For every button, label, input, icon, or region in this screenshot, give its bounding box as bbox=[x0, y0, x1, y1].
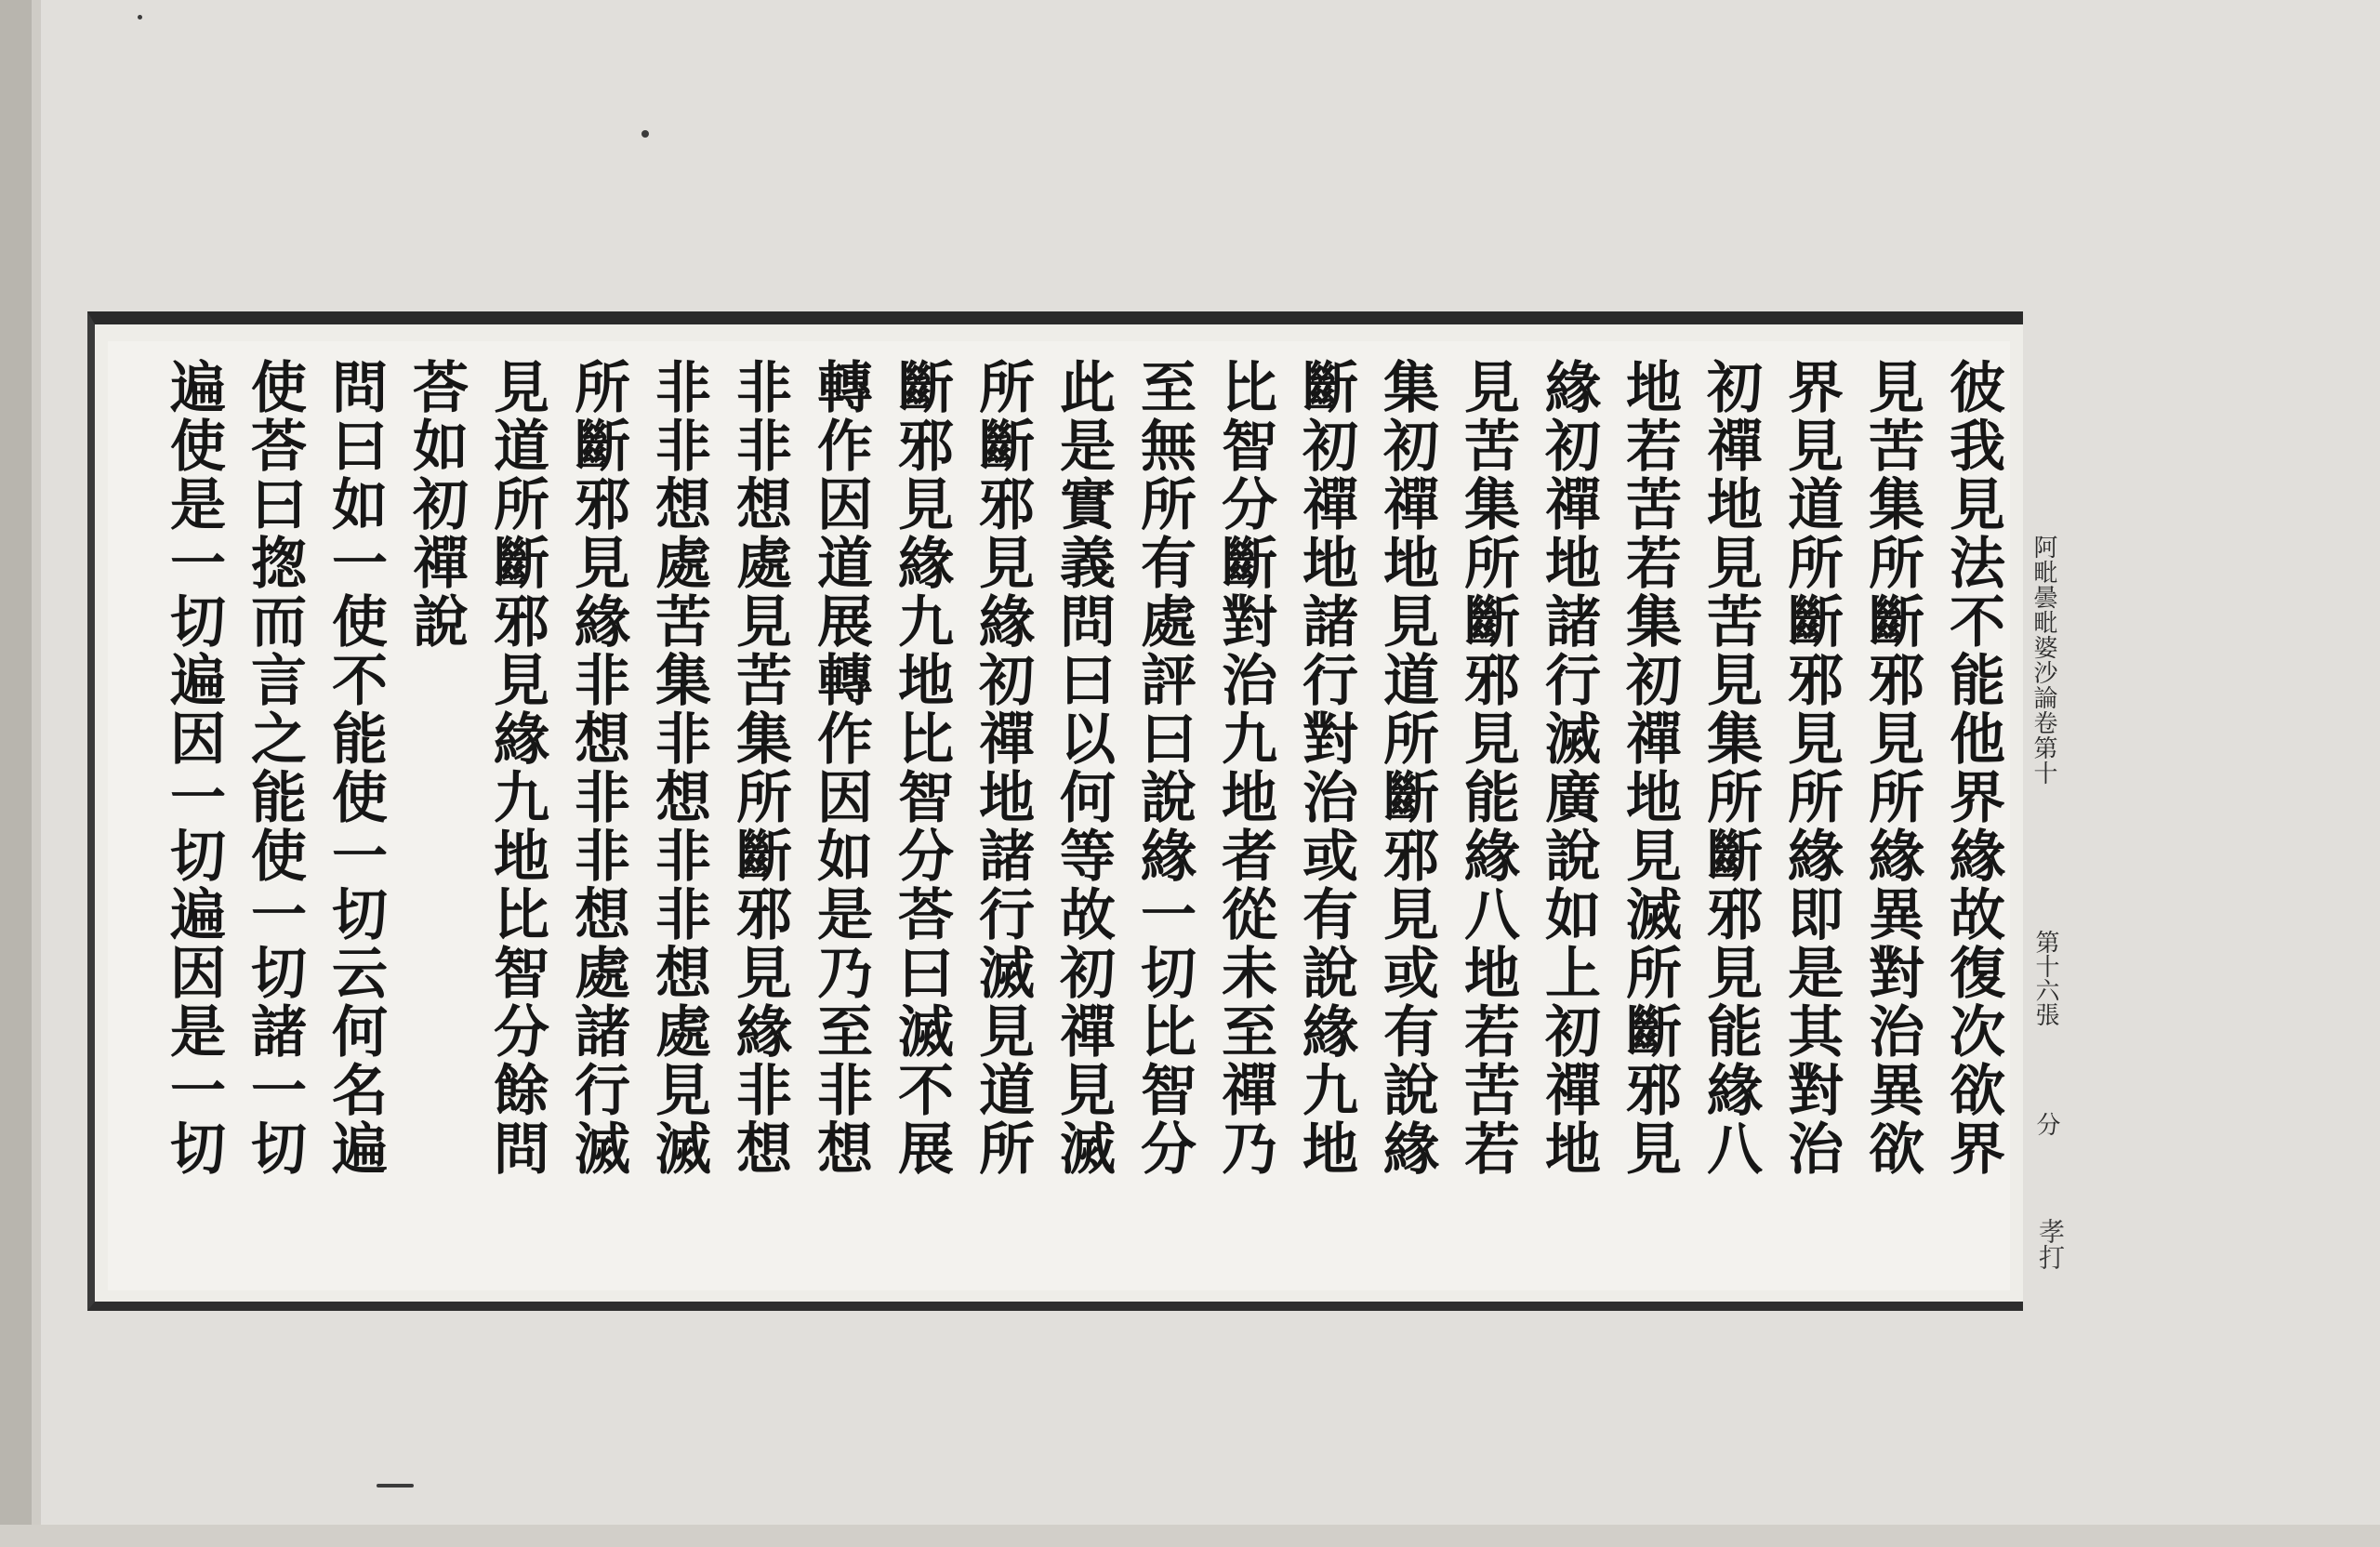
text-column-15: 轉作因道展轉作因如是乃至非想 bbox=[808, 358, 873, 1178]
text-column-14: 斷邪見緣九地比智分荅曰滅不展 bbox=[889, 358, 954, 1178]
text-column-3: 界見道所斷邪見所緣即是其對治 bbox=[1778, 358, 1844, 1178]
ink-speck bbox=[377, 1484, 414, 1488]
text-column-18: 所斷邪見緣非想非非想處諸行滅 bbox=[565, 358, 630, 1178]
margin-page-number: 第十六張 bbox=[2031, 930, 2059, 1026]
text-column-11: 至無所有處評曰說緣一切比智分 bbox=[1131, 358, 1197, 1178]
text-column-20: 荅如初禪說 bbox=[403, 358, 469, 651]
printed-text-block bbox=[87, 311, 2023, 1311]
text-column-22: 使荅曰揔而言之能使一切諸一切 bbox=[242, 358, 307, 1178]
text-column-5: 地若苦若集初禪地見滅所斷邪見 bbox=[1617, 358, 1682, 1178]
text-column-9: 斷初禪地諸行對治或有說緣九地 bbox=[1293, 358, 1358, 1178]
text-column-1: 彼我見法不能他界緣故復次欲界 bbox=[1940, 358, 2005, 1178]
text-area bbox=[108, 341, 2010, 1290]
text-column-13: 所斷邪見緣初禪地諸行滅見道所 bbox=[970, 358, 1035, 1178]
text-column-2: 見苦集所斷邪見所緣異對治異欲 bbox=[1859, 358, 1924, 1178]
text-column-21: 問曰如一使不能使一切云何名遍 bbox=[323, 358, 388, 1178]
text-column-16: 非非想處見苦集所斷邪見緣非想 bbox=[727, 358, 792, 1178]
binding-edge-shadow bbox=[32, 0, 41, 1547]
text-column-19: 見道所斷邪見緣九地比智分餘問 bbox=[484, 358, 549, 1178]
margin-fen-mark: 分 bbox=[2032, 1112, 2060, 1136]
margin-carver-name: 孝打 bbox=[2035, 1218, 2066, 1270]
text-column-10: 比智分斷對治九地者從未至禪乃 bbox=[1212, 358, 1277, 1178]
text-column-23: 遍使是一切遍因一切遍因是一切 bbox=[161, 358, 226, 1178]
text-column-8: 集初禪地見道所斷邪見或有說緣 bbox=[1374, 358, 1439, 1178]
ink-speck bbox=[138, 15, 142, 20]
ink-speck bbox=[641, 130, 649, 138]
text-column-12: 此是實義問曰以何等故初禪見滅 bbox=[1051, 358, 1116, 1178]
text-column-6: 緣初禪地諸行滅廣說如上初禪地 bbox=[1536, 358, 1601, 1178]
text-column-17: 非非想處苦集非想非非想處見滅 bbox=[646, 358, 711, 1178]
page-bottom-edge bbox=[0, 1525, 2380, 1547]
binding-edge bbox=[0, 0, 32, 1547]
margin-book-title: 阿毗曇毗婆沙論卷第十 bbox=[2030, 535, 2057, 786]
text-column-7: 見苦集所斷邪見能緣八地若苦若 bbox=[1455, 358, 1520, 1178]
text-columns bbox=[108, 341, 2010, 1290]
text-column-4: 初禪地見苦見集所斷邪見能緣八 bbox=[1698, 358, 1763, 1178]
